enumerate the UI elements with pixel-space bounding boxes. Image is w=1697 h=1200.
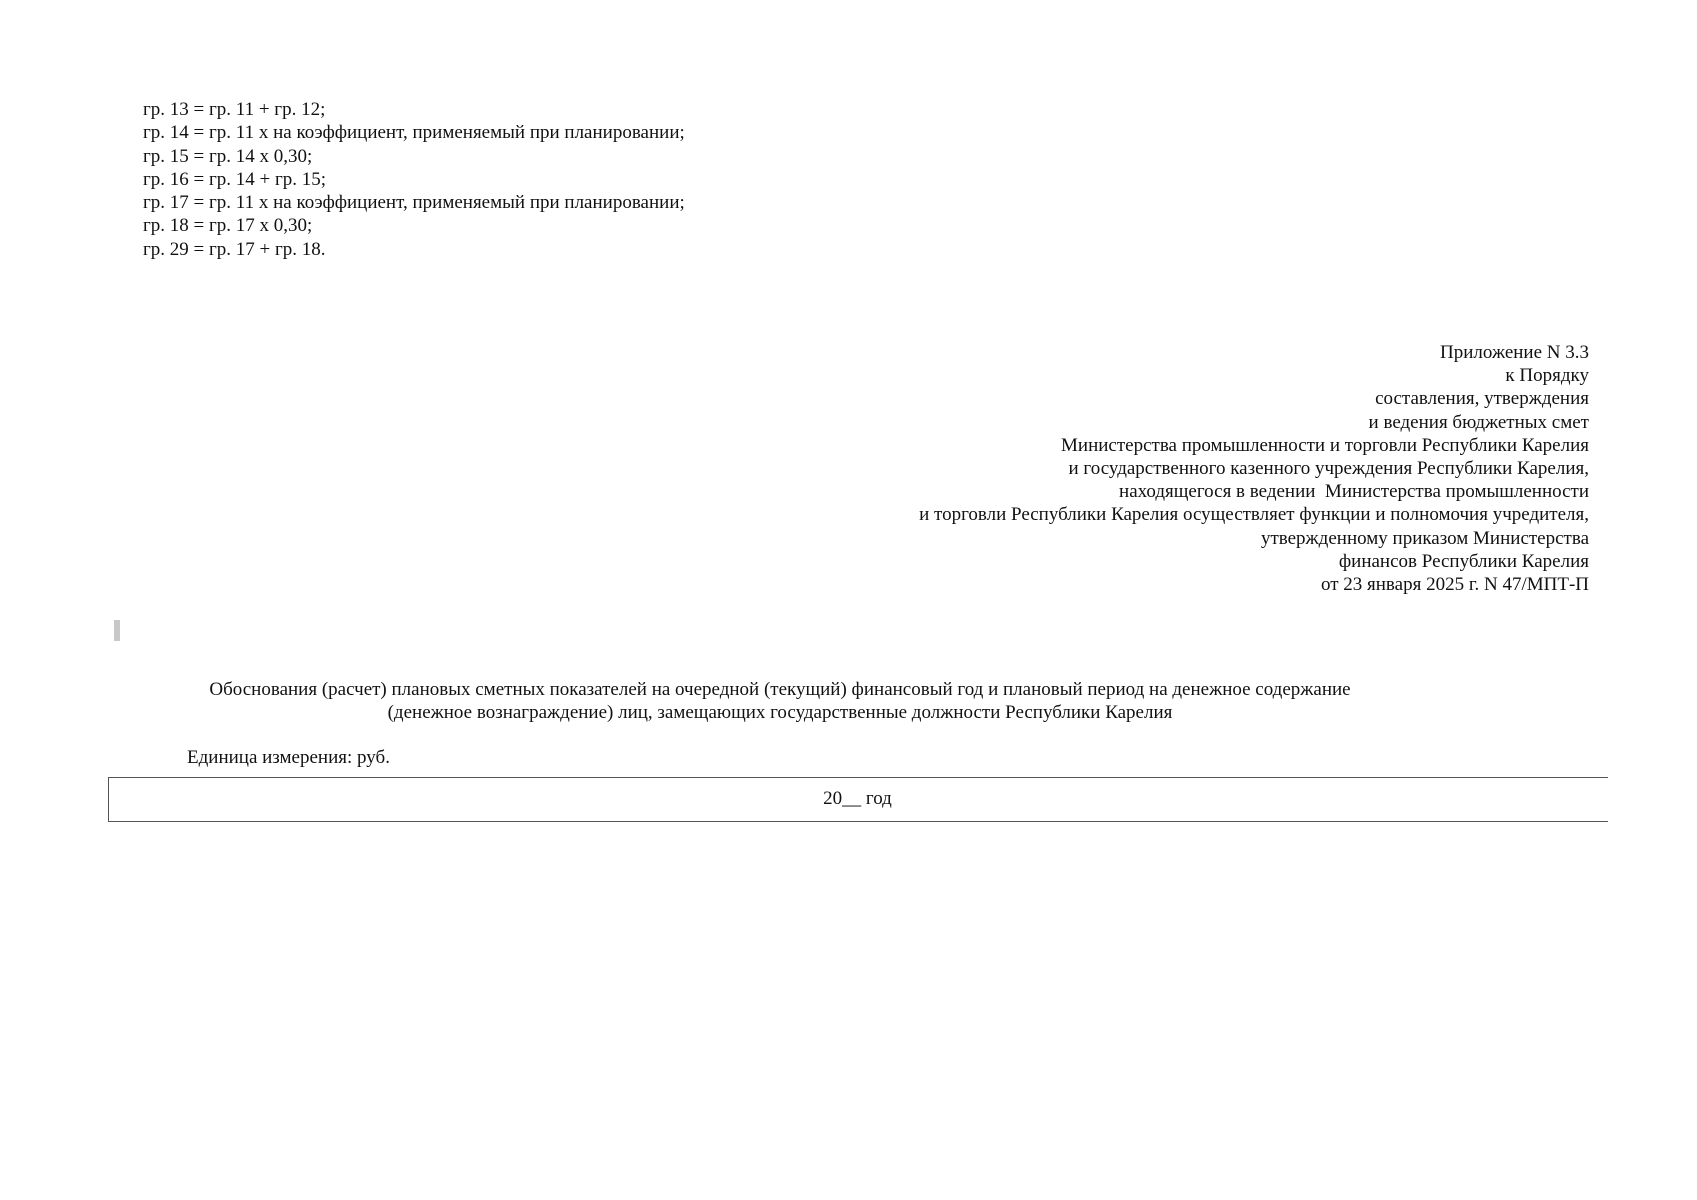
appendix-line: и государственного казенного учреждения Республики Карелия, xyxy=(1068,458,1589,480)
appendix-line: и ведения бюджетных смет xyxy=(1368,411,1589,433)
formula-line: гр. 17 = гр. 11 x на коэффициент, применяемый при планировании; xyxy=(143,192,685,214)
text-cursor-marker xyxy=(114,620,120,641)
appendix-line: находящегося в ведении Министерства промышленности xyxy=(1119,481,1589,503)
appendix-line: Министерства промышленности и торговли Республики Карелия xyxy=(1061,434,1589,456)
unit-of-measure: Единица измерения: руб. xyxy=(187,747,390,768)
year-header-cell: 20__ год xyxy=(823,788,892,809)
appendix-header xyxy=(919,341,1589,596)
appendix-line: к Порядку xyxy=(1505,365,1589,387)
formula-list xyxy=(143,98,685,261)
formula-line: гр. 14 = гр. 11 x на коэффициент, применяемый при планировании; xyxy=(143,122,685,144)
formula-line: гр. 16 = гр. 14 + гр. 15; xyxy=(143,168,327,190)
appendix-line: Приложение N 3.3 xyxy=(1440,342,1589,363)
appendix-line: от 23 января 2025 г. N 47/МПТ-П xyxy=(1320,574,1589,596)
formula-line: гр. 13 = гр. 11 + гр. 12; xyxy=(143,99,326,120)
appendix-line: и торговли Республики Карелия осуществляет функции и полномочия учредителя, xyxy=(919,504,1589,526)
year-table xyxy=(108,777,1608,822)
formula-line: гр. 29 = гр. 17 + гр. 18. xyxy=(143,238,326,260)
formula-line: гр. 18 = гр. 17 x 0,30; xyxy=(143,215,313,237)
document-title: Обоснования (расчет) плановых сметных показателей на очередной (текущий) финансовый год и плановый период на денежное содержание (денежное вознаграждение) лиц, замещающих государственные должности Республики Карелия xyxy=(209,679,1351,723)
appendix-line: составления, утверждения xyxy=(1375,388,1589,410)
appendix-line: утвержденному приказом Министерства xyxy=(1260,527,1589,549)
appendix-line: финансов Республики Карелия xyxy=(1338,550,1589,572)
formula-line: гр. 15 = гр. 14 x 0,30; xyxy=(143,145,313,167)
